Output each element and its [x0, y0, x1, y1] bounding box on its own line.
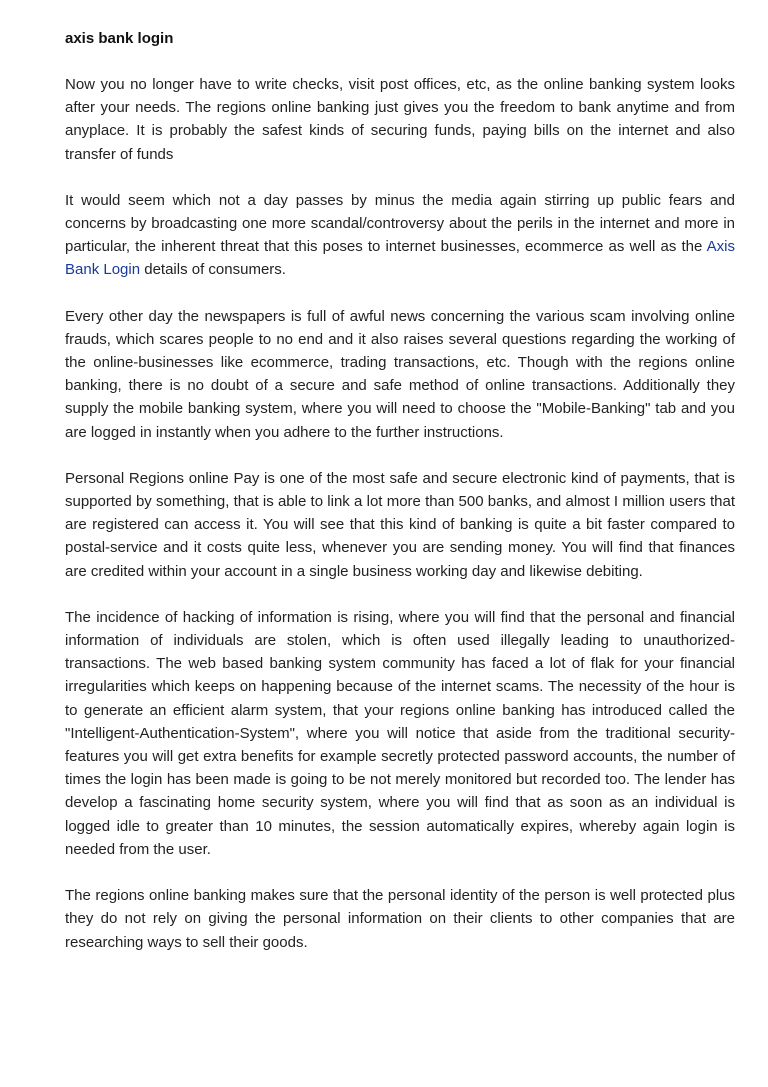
paragraph-2-before: It would seem which not a day passes by minus the media again stirring up public fears and concerns by broadcasting one more scandal/controversy about the perils in the internet and more in particular, the inherent threat that this poses to internet businesses, ecommerce as well as the	[65, 191, 735, 256]
paragraph-6: The regions online banking makes sure that the personal identity of the person is well protected plus they do not rely on giving the personal information on their clients to other companies that are researching ways to sell their goods.	[65, 887, 735, 951]
paragraph-5: The incidence of hacking of information is rising, where you will find that the personal and financial information of individuals are stolen, which is often used illegally leading to unauthorized-transactions. The web based banking system community has faced a lot of flak for your financial irregularities which keeps on happening because of the internet scams. The necessity of the hour is to generate an efficient alarm system, that your regions online banking has introduced called the "Intelligent-Authentication-System", where you will notice that aside from the traditional security- features you will get extra benefits for example secretly protected password accounts, the number of times the login has been made is going to be not merely monitored but recorded too. The lender has develop a fascinating home security system, where you will find that as soon as an individual is logged idle to greater than 10 minutes, the session automatically expires, whereby again login is needed from the user.	[65, 608, 735, 858]
axis-bank-login-link[interactable]: Axis Bank Login	[65, 238, 735, 279]
document-title: axis bank login	[65, 30, 174, 47]
paragraph-2	[65, 189, 735, 282]
paragraph-4: Personal Regions online Pay is one of the most safe and secure electronic kind of payments, that is supported by something, that is able to link a lot more than 500 banks, and almost I million users that are registered can access it. You will see that this kind of banking is quite a bit faster compared to postal-service and it costs quite less, whenever you are sending money. You will find that finances are credited within your account in a single business working day and likewise debiting.	[65, 469, 735, 580]
paragraph-3: Every other day the newspapers is full of awful news concerning the various scam involving online frauds, which scares people to no end and it also raises several questions regarding the working of the online-businesses like ecommerce, trading transactions, etc. Though with the regions online banking, there is no doubt of a secure and safe method of online transactions. Additionally they supply the mobile banking system, where you will need to choose the "Mobile-Banking" tab and you are logged in instantly when you adhere to the further instructions.	[65, 307, 735, 441]
paragraph-2-after: details of consumers.	[140, 261, 286, 279]
paragraph-1: Now you no longer have to write checks, visit post offices, etc, as the online banking system looks after your needs. The regions online banking just gives you the freedom to bank anytime and from anyplace. It is probably the safest kinds of securing funds, paying bills on the internet and also transfer of funds	[65, 76, 735, 163]
document-page	[65, 27, 735, 977]
